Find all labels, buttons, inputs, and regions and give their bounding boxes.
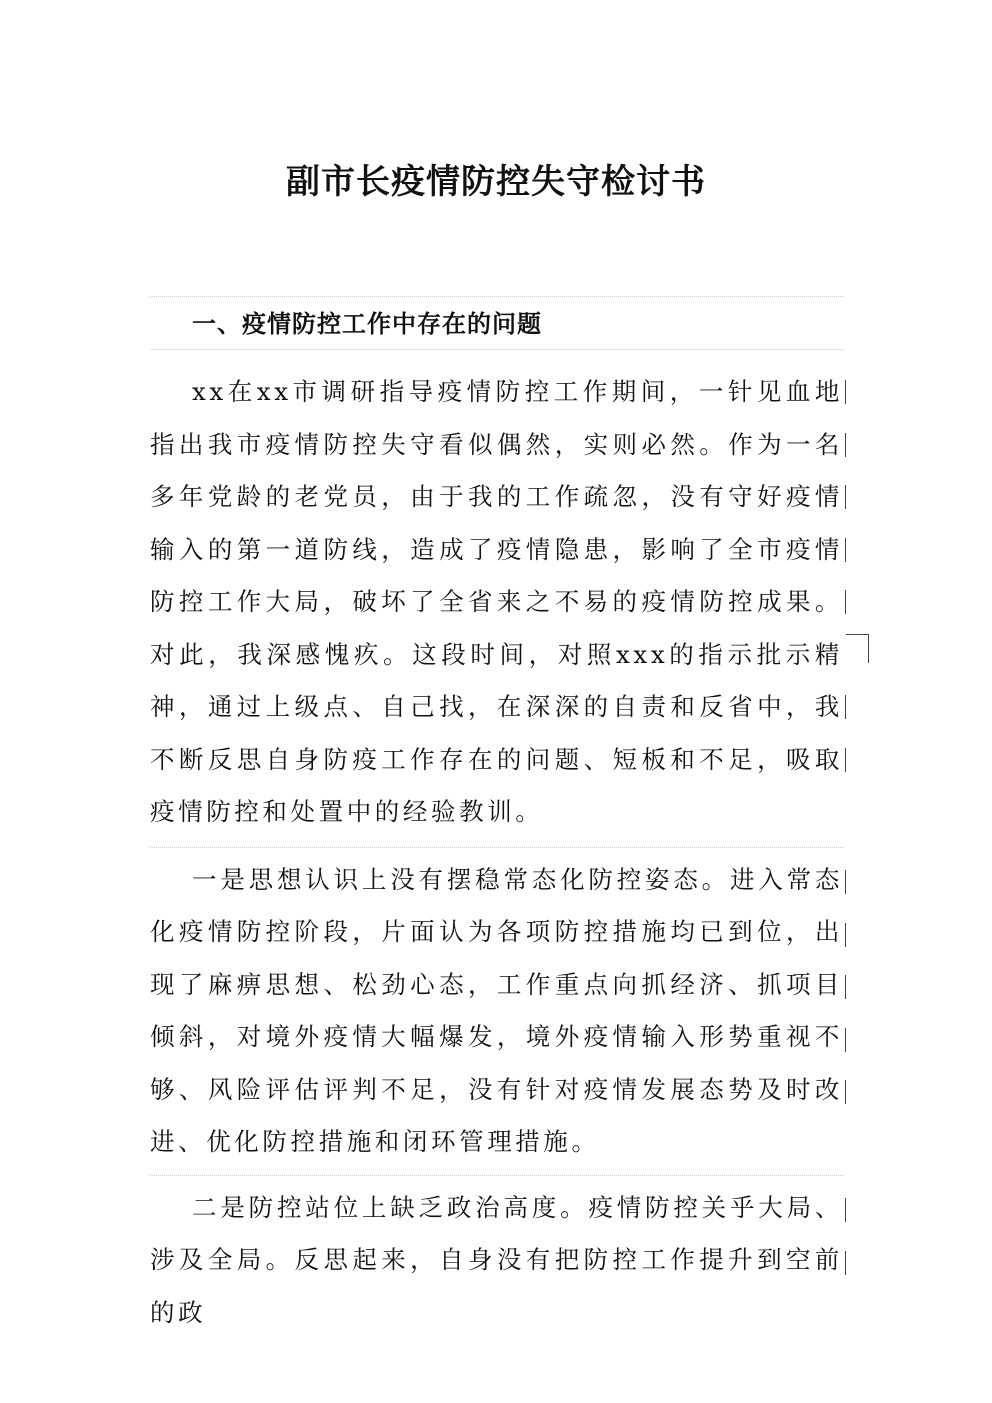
paragraph-block-1 — [150, 349, 843, 847]
line-end-marker — [845, 695, 846, 719]
paragraph-block-3 — [150, 1175, 843, 1346]
revision-corner-marker — [846, 634, 869, 663]
document-body — [150, 296, 843, 1345]
line-end-markers — [844, 1176, 846, 1346]
line-end-marker — [845, 748, 846, 772]
document-title: 副市长疫情防控失守检讨书 — [286, 162, 706, 202]
line-end-marker — [845, 380, 846, 404]
line-end-marker — [845, 433, 846, 457]
paragraph-2: 一是思想认识上没有摆稳常态化防控姿态。进入常态化疫情防控阶段，片面认为各项防控措施均已到位，出现了麻痹思想、松劲心态，工作重点向抓经济、抓项目倾斜，对境外疫情大幅爆发，境外疫情输入形势重视不够、风险评估评判不足，没有针对疫情发展态势及时改进、优化防控措施和闭环管理措施。 — [150, 864, 843, 1156]
line-end-marker — [845, 1080, 846, 1104]
line-end-marker — [845, 1198, 846, 1222]
line-end-marker — [845, 923, 846, 947]
section-heading: 一、疫情防控工作中存在的问题 — [192, 310, 542, 338]
section-heading-block — [150, 296, 843, 349]
line-end-marker — [845, 485, 846, 509]
line-end-marker — [845, 975, 846, 999]
line-end-markers — [844, 350, 846, 847]
line-end-marker — [845, 1028, 846, 1052]
paragraph-block-2 — [150, 847, 843, 1175]
line-end-marker — [845, 538, 846, 562]
line-end-marker — [845, 870, 846, 894]
line-end-marker — [845, 1251, 846, 1275]
line-end-markers — [844, 848, 846, 1175]
paragraph-3: 二是防控站位上缺乏政治高度。疫情防控关乎大局、涉及全局。反思起来，自身没有把防控工作提升到空前的政 — [150, 1192, 843, 1327]
line-end-marker — [845, 590, 846, 614]
paragraph-1: xx在xx市调研指导疫情防控工作期间，一针见血地指出我市疫情防控失守看似偶然，实则必然。作为一名多年党龄的老党员，由于我的工作疏忽，没有守好疫情输入的第一道防线，造成了疫情隐患，影响了全市疫情防控工作大局，破坏了全省来之不易的疫情防控成果。对此，我深感愧疚。这段时间，对照xxx的指示批示精神，通过上级点、自己找，在深深的自责和反省中，我不断反思自身防疫工作存在的问题、短板和不足，吸取疫情防控和处置中的经验教训。 — [150, 377, 843, 826]
